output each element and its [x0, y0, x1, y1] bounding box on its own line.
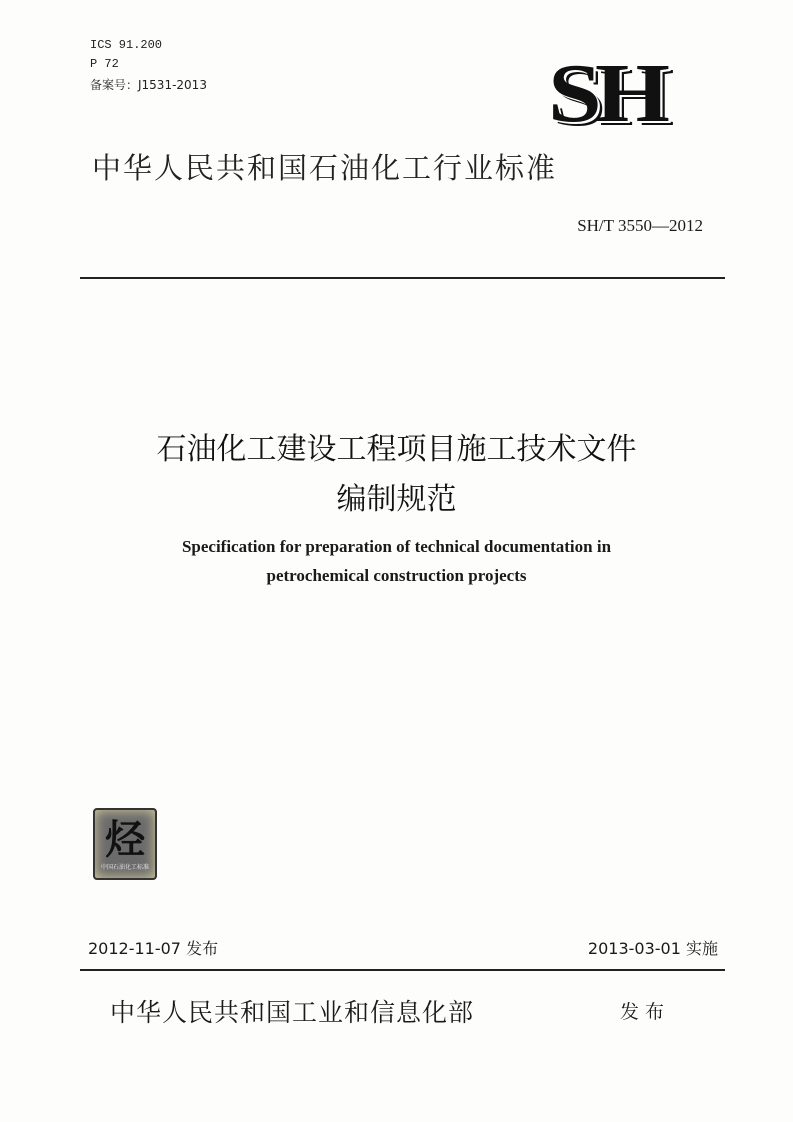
- filing-number: 备案号：J1531-2013: [90, 78, 207, 92]
- issue-date: 2012-11-07 发布: [88, 939, 219, 958]
- effective-date: 2013-03-01 实施: [587, 939, 718, 958]
- industry-standard-title: 中华人民共和国石油化工行业标准: [92, 151, 558, 185]
- issue-label: 发布: [620, 1001, 671, 1023]
- seal-character: 烃: [105, 816, 145, 863]
- seal-caption: 中国石油化工标准: [100, 863, 149, 871]
- top-divider: [80, 277, 725, 279]
- issuer: 中华人民共和国工业和信息化部: [110, 998, 475, 1027]
- ics-code: ICS 91.200: [90, 38, 163, 52]
- publisher-seal: [93, 808, 157, 880]
- title-cn-line-2: 编制规范: [336, 482, 457, 517]
- title-cn-line-1: 石油化工建设工程项目施工技术文件: [156, 432, 637, 467]
- sh-logo: SH: [548, 47, 664, 140]
- title-en-line-2: petrochemical construction projects: [266, 566, 527, 585]
- title-en-line-1: Specification for preparation of technical documentation in: [181, 537, 612, 556]
- standard-code: SH/T 3550—2012: [577, 216, 703, 235]
- classification-code: P 72: [90, 57, 119, 71]
- bottom-divider: [80, 969, 725, 971]
